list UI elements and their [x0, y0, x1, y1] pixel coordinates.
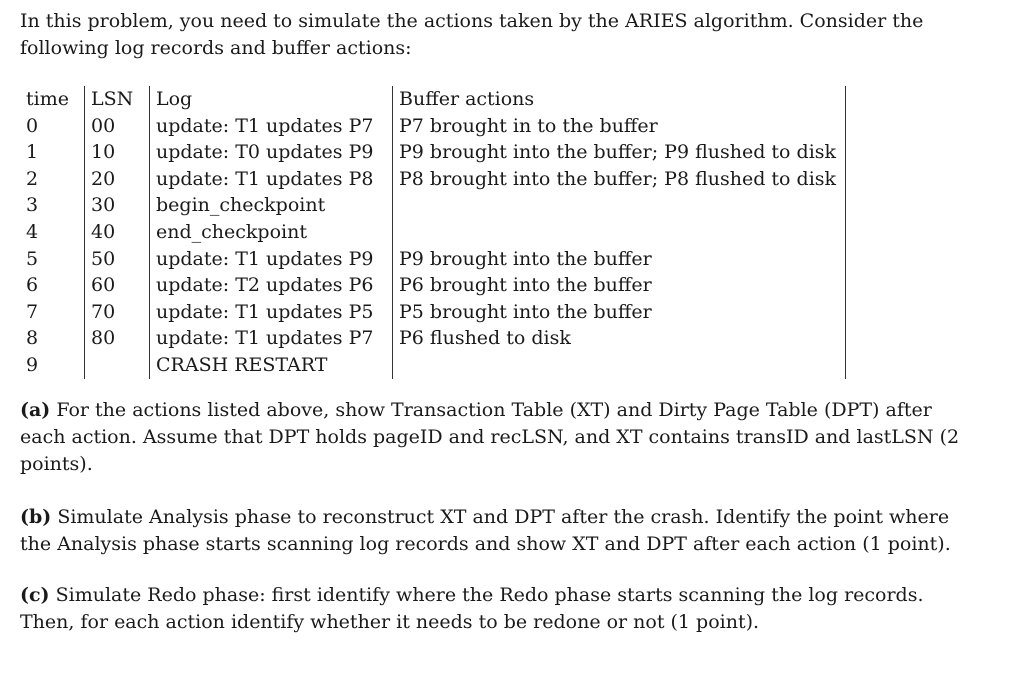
cell-time: 1: [26, 141, 39, 164]
cell-time: 6: [26, 274, 39, 297]
question-c: [20, 582, 980, 636]
question-b-text: Simulate Analysis phase to reconstruct XT and DPT after the crash. Identify the point where the Analysis phase starts scanning log records and show XT and DPT after each action (1 point).: [20, 506, 951, 555]
question-c-text: Simulate Redo phase: first identify where the Redo phase starts scanning the log records. Then, for each action identify whether it needs to be redone or not (1 point).: [20, 584, 924, 633]
cell-buffer: P5 brought into the buffer: [393, 299, 846, 326]
cell-log: begin_checkpoint: [150, 192, 393, 219]
log-table-header-row: [20, 86, 846, 113]
cell-buffer: P7 brought in to the buffer: [393, 113, 846, 140]
cell-lsn: 30: [85, 192, 150, 219]
cell-time: 2: [26, 167, 39, 190]
cell-log: update: T0 updates P9: [150, 139, 393, 166]
problem-intro: In this problem, you need to simulate the actions taken by the ARIES algorithm. Consider the following log records and buffer actions:: [20, 10, 924, 59]
cell-lsn: 10: [85, 139, 150, 166]
table-row: [20, 219, 846, 246]
cell-time: 7: [26, 300, 39, 323]
cell-time: 3: [26, 194, 39, 217]
cell-log: update: T1 updates P5: [150, 299, 393, 326]
cell-log: update: T1 updates P7: [150, 113, 393, 140]
cell-buffer: P9 brought into the buffer: [393, 246, 846, 273]
table-row: [20, 139, 846, 166]
question-a: [20, 397, 980, 478]
table-row: [20, 272, 846, 299]
problem-page: [20, 8, 1010, 633]
question-b: [20, 504, 980, 558]
cell-buffer: P9 brought into the buffer; P9 flushed to disk: [393, 139, 846, 166]
question-b-label: (b): [20, 506, 52, 528]
cell-buffer: P6 brought into the buffer: [393, 272, 846, 299]
cell-lsn: [85, 352, 150, 379]
cell-time: 8: [26, 327, 39, 350]
cell-lsn: 40: [85, 219, 150, 246]
table-row: [20, 192, 846, 219]
cell-time: 0: [26, 114, 39, 137]
cell-log: update: T1 updates P9: [150, 246, 393, 273]
table-row: [20, 352, 846, 379]
header-lsn: LSN: [85, 86, 150, 113]
cell-lsn: 80: [85, 325, 150, 352]
cell-buffer: P8 brought into the buffer; P8 flushed to disk: [393, 166, 846, 193]
cell-buffer: [393, 192, 846, 219]
header-time: time: [26, 88, 69, 110]
cell-lsn: 20: [85, 166, 150, 193]
cell-lsn: 70: [85, 299, 150, 326]
log-table: [20, 86, 846, 379]
question-c-label: (c): [20, 584, 50, 606]
table-row: [20, 113, 846, 140]
question-a-text: For the actions listed above, show Transaction Table (XT) and Dirty Page Table (DPT) after each action. Assume that DPT holds pageID and recLSN, and XT contains transID and lastLSN (2 points).: [20, 399, 960, 475]
table-row: [20, 246, 846, 273]
cell-buffer: [393, 219, 846, 246]
header-buffer-actions: Buffer actions: [393, 86, 846, 113]
cell-log: update: T1 updates P8: [150, 166, 393, 193]
cell-log: update: T2 updates P6: [150, 272, 393, 299]
table-row: [20, 325, 846, 352]
cell-buffer: [393, 352, 846, 379]
cell-time: 9: [26, 353, 39, 376]
cell-time: 5: [26, 247, 39, 270]
question-a-label: (a): [20, 399, 51, 421]
header-log: Log: [150, 86, 393, 113]
cell-log: end_checkpoint: [150, 219, 393, 246]
cell-lsn: 00: [85, 113, 150, 140]
table-row: [20, 299, 846, 326]
cell-lsn: 50: [85, 246, 150, 273]
cell-log: CRASH RESTART: [150, 352, 393, 379]
cell-log: update: T1 updates P7: [150, 325, 393, 352]
cell-time: 4: [26, 220, 39, 243]
cell-buffer: P6 flushed to disk: [393, 325, 846, 352]
table-row: [20, 166, 846, 193]
cell-lsn: 60: [85, 272, 150, 299]
